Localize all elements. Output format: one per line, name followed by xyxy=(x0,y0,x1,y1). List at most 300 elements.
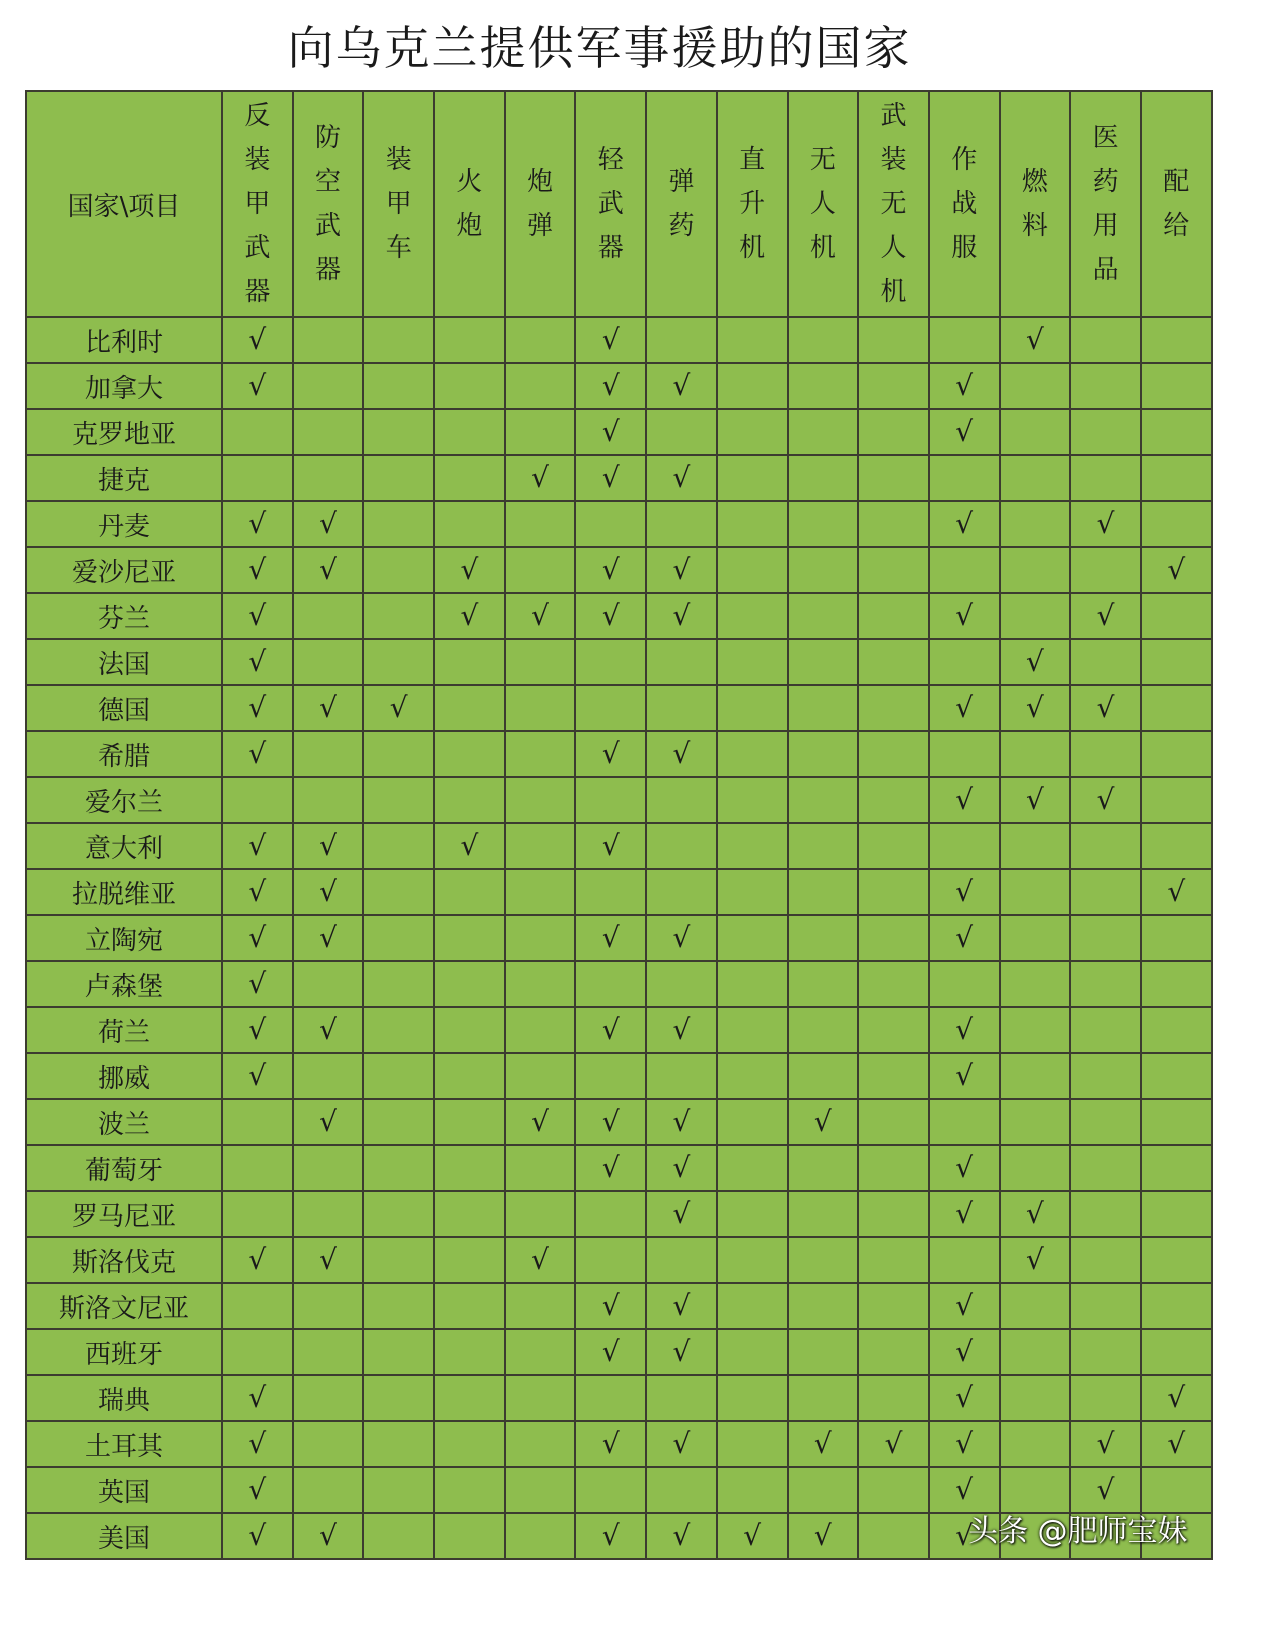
item-cell xyxy=(858,363,929,409)
item-cell xyxy=(1000,731,1071,777)
item-cell xyxy=(575,777,646,823)
item-cell xyxy=(222,1191,293,1237)
item-cell xyxy=(858,961,929,1007)
column-header-label: 装甲车 xyxy=(385,145,412,263)
table-row xyxy=(26,1191,1212,1237)
item-cell xyxy=(717,409,788,455)
item-cell xyxy=(505,915,576,961)
item-cell xyxy=(293,731,364,777)
item-cell xyxy=(363,1145,434,1191)
item-cell xyxy=(858,823,929,869)
item-cell xyxy=(717,731,788,777)
check-mark: √ xyxy=(601,369,620,402)
country-cell: 瑞典 xyxy=(26,1375,222,1421)
item-cell xyxy=(1000,1421,1071,1467)
item-cell xyxy=(1070,869,1141,915)
check-mark: √ xyxy=(601,1151,620,1184)
table-row xyxy=(26,1375,1212,1421)
item-cell xyxy=(929,1145,1000,1191)
item-cell xyxy=(858,777,929,823)
column-header xyxy=(858,91,929,317)
item-cell xyxy=(1141,1099,1212,1145)
check-mark: √ xyxy=(248,1473,267,1506)
check-mark: √ xyxy=(955,691,974,724)
item-cell xyxy=(1000,823,1071,869)
item-cell xyxy=(575,593,646,639)
item-cell xyxy=(575,363,646,409)
item-cell xyxy=(293,501,364,547)
check-mark: √ xyxy=(1167,1427,1186,1460)
item-cell xyxy=(293,1375,364,1421)
table-row xyxy=(26,1145,1212,1191)
item-cell xyxy=(222,409,293,455)
item-cell xyxy=(1141,1237,1212,1283)
check-mark: √ xyxy=(601,415,620,448)
item-cell xyxy=(788,915,859,961)
item-cell xyxy=(646,455,717,501)
item-cell xyxy=(434,777,505,823)
item-cell xyxy=(222,1375,293,1421)
item-cell xyxy=(1141,1283,1212,1329)
item-cell xyxy=(646,1007,717,1053)
item-cell xyxy=(575,869,646,915)
item-cell xyxy=(363,777,434,823)
check-mark: √ xyxy=(672,599,691,632)
item-cell xyxy=(1070,1007,1141,1053)
column-header-label: 防空武器 xyxy=(315,123,342,285)
country-cell: 英国 xyxy=(26,1467,222,1513)
item-cell xyxy=(505,363,576,409)
item-cell xyxy=(1070,501,1141,547)
item-cell xyxy=(1000,1283,1071,1329)
item-cell xyxy=(293,961,364,1007)
item-cell xyxy=(575,639,646,685)
item-cell xyxy=(1070,777,1141,823)
item-cell xyxy=(575,1007,646,1053)
table-row xyxy=(26,961,1212,1007)
item-cell xyxy=(788,961,859,1007)
item-cell xyxy=(222,823,293,869)
item-cell xyxy=(363,1513,434,1559)
table-row xyxy=(26,823,1212,869)
check-mark: √ xyxy=(319,507,337,540)
item-cell xyxy=(1000,317,1071,363)
check-mark: √ xyxy=(389,691,408,724)
column-header xyxy=(222,91,293,317)
item-cell xyxy=(293,1421,364,1467)
item-cell xyxy=(1070,915,1141,961)
item-cell xyxy=(575,1191,646,1237)
table-row xyxy=(26,915,1212,961)
item-cell xyxy=(222,1283,293,1329)
item-cell xyxy=(505,1191,576,1237)
item-cell xyxy=(575,1053,646,1099)
check-mark: √ xyxy=(813,1519,832,1552)
item-cell xyxy=(646,1513,717,1559)
check-mark: √ xyxy=(248,599,267,632)
item-cell xyxy=(858,1099,929,1145)
check-mark: √ xyxy=(319,829,337,862)
item-cell xyxy=(434,1329,505,1375)
item-cell xyxy=(1070,593,1141,639)
item-cell xyxy=(293,869,364,915)
item-cell xyxy=(293,1283,364,1329)
check-mark: √ xyxy=(1167,875,1186,908)
item-cell xyxy=(293,915,364,961)
check-mark: √ xyxy=(601,1427,620,1460)
item-cell xyxy=(1070,455,1141,501)
check-mark: √ xyxy=(319,1519,337,1552)
check-mark: √ xyxy=(248,323,267,356)
country-cell: 丹麦 xyxy=(26,501,222,547)
item-cell xyxy=(646,409,717,455)
check-mark: √ xyxy=(319,691,337,724)
check-mark: √ xyxy=(248,645,267,678)
item-cell xyxy=(646,639,717,685)
item-cell xyxy=(929,363,1000,409)
item-cell xyxy=(1141,639,1212,685)
item-cell xyxy=(929,409,1000,455)
aid-table xyxy=(25,90,1213,1560)
item-cell xyxy=(929,1375,1000,1421)
item-cell xyxy=(222,1513,293,1559)
item-cell xyxy=(1000,1237,1071,1283)
item-cell xyxy=(1141,547,1212,593)
check-mark: √ xyxy=(672,553,691,586)
check-mark: √ xyxy=(319,553,337,586)
item-cell xyxy=(293,363,364,409)
country-cell: 德国 xyxy=(26,685,222,731)
country-cell: 爱沙尼亚 xyxy=(26,547,222,593)
item-cell xyxy=(1070,1375,1141,1421)
check-mark: √ xyxy=(672,1013,691,1046)
item-cell xyxy=(1141,823,1212,869)
item-cell xyxy=(1000,961,1071,1007)
check-mark: √ xyxy=(1025,691,1044,724)
column-header xyxy=(717,91,788,317)
column-header-label: 作战服 xyxy=(951,145,978,263)
item-cell xyxy=(293,777,364,823)
item-cell xyxy=(858,869,929,915)
check-mark: √ xyxy=(955,415,974,448)
item-cell xyxy=(646,731,717,777)
country-cell: 克罗地亚 xyxy=(26,409,222,455)
check-mark: √ xyxy=(601,737,620,770)
check-mark: √ xyxy=(601,599,620,632)
item-cell xyxy=(505,1283,576,1329)
item-cell xyxy=(1070,823,1141,869)
check-mark: √ xyxy=(955,921,974,954)
column-header xyxy=(788,91,859,317)
item-cell xyxy=(1141,731,1212,777)
item-cell xyxy=(788,1421,859,1467)
item-cell xyxy=(788,363,859,409)
check-mark: √ xyxy=(955,1151,974,1184)
item-cell xyxy=(293,1513,364,1559)
item-cell xyxy=(505,1099,576,1145)
country-cell: 立陶宛 xyxy=(26,915,222,961)
check-mark: √ xyxy=(955,507,974,540)
check-mark: √ xyxy=(672,1289,691,1322)
item-cell xyxy=(222,685,293,731)
item-cell xyxy=(929,685,1000,731)
item-cell xyxy=(575,1375,646,1421)
item-cell xyxy=(717,1467,788,1513)
check-mark: √ xyxy=(1025,323,1044,356)
item-cell xyxy=(505,1329,576,1375)
item-cell xyxy=(1070,363,1141,409)
check-mark: √ xyxy=(672,1105,691,1138)
country-cell: 卢森堡 xyxy=(26,961,222,1007)
item-cell xyxy=(293,1191,364,1237)
table-row xyxy=(26,639,1212,685)
item-cell xyxy=(929,1053,1000,1099)
item-cell xyxy=(363,593,434,639)
item-cell xyxy=(1141,1329,1212,1375)
item-cell xyxy=(717,317,788,363)
check-mark: √ xyxy=(1096,691,1115,724)
check-mark: √ xyxy=(672,1197,691,1230)
item-cell xyxy=(434,823,505,869)
item-cell xyxy=(293,1053,364,1099)
item-cell xyxy=(1070,731,1141,777)
check-mark: √ xyxy=(601,461,620,494)
item-cell xyxy=(575,317,646,363)
column-header-label: 弹药 xyxy=(668,167,695,241)
item-cell xyxy=(575,961,646,1007)
country-cell: 西班牙 xyxy=(26,1329,222,1375)
item-cell xyxy=(363,823,434,869)
item-cell xyxy=(222,593,293,639)
column-header xyxy=(1000,91,1071,317)
country-cell: 比利时 xyxy=(26,317,222,363)
item-cell xyxy=(222,1329,293,1375)
item-cell xyxy=(646,1191,717,1237)
check-mark: √ xyxy=(1096,507,1115,540)
item-cell xyxy=(1141,1375,1212,1421)
item-cell xyxy=(434,639,505,685)
item-cell xyxy=(1141,501,1212,547)
item-cell xyxy=(363,317,434,363)
item-cell xyxy=(575,1099,646,1145)
item-cell xyxy=(1141,961,1212,1007)
item-cell xyxy=(1141,869,1212,915)
check-mark: √ xyxy=(248,875,267,908)
table-row xyxy=(26,501,1212,547)
item-cell xyxy=(575,915,646,961)
item-cell xyxy=(293,1237,364,1283)
table-row xyxy=(26,1237,1212,1283)
check-mark: √ xyxy=(460,829,479,862)
item-cell xyxy=(222,961,293,1007)
item-cell xyxy=(858,455,929,501)
item-cell xyxy=(1141,1145,1212,1191)
item-cell xyxy=(1070,1283,1141,1329)
item-cell xyxy=(858,501,929,547)
item-cell xyxy=(1000,777,1071,823)
item-cell xyxy=(788,1283,859,1329)
column-header-label: 反装甲武器 xyxy=(244,101,271,307)
item-cell xyxy=(505,593,576,639)
item-cell xyxy=(505,1053,576,1099)
item-cell xyxy=(858,1145,929,1191)
item-cell xyxy=(1141,1421,1212,1467)
item-cell xyxy=(434,915,505,961)
table-row xyxy=(26,317,1212,363)
item-cell xyxy=(575,501,646,547)
check-mark: √ xyxy=(248,1519,267,1552)
item-cell xyxy=(363,1099,434,1145)
item-cell xyxy=(1070,685,1141,731)
column-header xyxy=(929,91,1000,317)
check-mark: √ xyxy=(1025,783,1044,816)
column-header-label: 武装无人机 xyxy=(880,101,907,307)
check-mark: √ xyxy=(319,1013,337,1046)
item-cell xyxy=(646,1283,717,1329)
item-cell xyxy=(222,1421,293,1467)
check-mark: √ xyxy=(601,1013,620,1046)
item-cell xyxy=(1000,1007,1071,1053)
check-mark: √ xyxy=(955,1013,974,1046)
item-cell xyxy=(434,363,505,409)
item-cell xyxy=(363,1329,434,1375)
item-cell xyxy=(929,1191,1000,1237)
check-mark: √ xyxy=(319,875,337,908)
check-mark: √ xyxy=(248,1013,267,1046)
check-mark: √ xyxy=(460,599,479,632)
item-cell xyxy=(1070,409,1141,455)
item-cell xyxy=(293,455,364,501)
check-mark: √ xyxy=(319,1243,337,1276)
item-cell xyxy=(858,1191,929,1237)
item-cell xyxy=(575,1237,646,1283)
item-cell xyxy=(788,1329,859,1375)
item-cell xyxy=(505,1467,576,1513)
page-title: 向乌克兰提供军事援助的国家 xyxy=(287,21,912,75)
watermark: 头条 @肥师宝妹 xyxy=(968,1514,1188,1549)
check-mark: √ xyxy=(248,1427,267,1460)
table-row xyxy=(26,1007,1212,1053)
item-cell xyxy=(646,1375,717,1421)
item-cell xyxy=(363,409,434,455)
check-mark: √ xyxy=(531,461,550,494)
item-cell xyxy=(1000,363,1071,409)
item-cell xyxy=(858,547,929,593)
table-row xyxy=(26,731,1212,777)
item-cell xyxy=(717,1283,788,1329)
table-row xyxy=(26,1421,1212,1467)
item-cell xyxy=(929,639,1000,685)
item-cell xyxy=(434,1191,505,1237)
item-cell xyxy=(1000,547,1071,593)
item-cell xyxy=(1141,409,1212,455)
item-cell xyxy=(646,547,717,593)
country-cell: 美国 xyxy=(26,1513,222,1559)
item-cell xyxy=(1000,1145,1071,1191)
item-cell xyxy=(858,685,929,731)
item-cell xyxy=(363,1421,434,1467)
country-cell: 拉脱维亚 xyxy=(26,869,222,915)
country-cell: 芬兰 xyxy=(26,593,222,639)
item-cell xyxy=(575,547,646,593)
check-mark: √ xyxy=(1096,1473,1115,1506)
item-cell xyxy=(363,915,434,961)
item-cell xyxy=(575,1145,646,1191)
item-cell xyxy=(434,731,505,777)
check-mark: √ xyxy=(531,1243,550,1276)
check-mark: √ xyxy=(955,1381,974,1414)
item-cell xyxy=(434,1007,505,1053)
item-cell xyxy=(646,1237,717,1283)
item-cell xyxy=(222,731,293,777)
item-cell xyxy=(434,1421,505,1467)
check-mark: √ xyxy=(319,1105,337,1138)
item-cell xyxy=(1070,639,1141,685)
country-cell: 荷兰 xyxy=(26,1007,222,1053)
check-mark: √ xyxy=(248,737,267,770)
item-cell xyxy=(788,1145,859,1191)
check-mark: √ xyxy=(955,1289,974,1322)
check-mark: √ xyxy=(955,783,974,816)
table-row xyxy=(26,547,1212,593)
check-mark: √ xyxy=(601,323,620,356)
item-cell xyxy=(717,547,788,593)
item-cell xyxy=(293,1099,364,1145)
item-cell xyxy=(575,685,646,731)
item-cell xyxy=(1000,593,1071,639)
item-cell xyxy=(434,869,505,915)
item-cell xyxy=(929,317,1000,363)
item-cell xyxy=(505,823,576,869)
item-cell xyxy=(575,455,646,501)
country-cell: 加拿大 xyxy=(26,363,222,409)
check-mark: √ xyxy=(1025,1197,1044,1230)
item-cell xyxy=(858,1513,929,1559)
item-cell xyxy=(222,547,293,593)
item-cell xyxy=(788,731,859,777)
column-header-label: 医药用品 xyxy=(1092,123,1119,285)
item-cell xyxy=(1000,915,1071,961)
check-mark: √ xyxy=(955,599,974,632)
item-cell xyxy=(363,455,434,501)
item-cell xyxy=(1000,685,1071,731)
item-cell xyxy=(788,1513,859,1559)
check-mark: √ xyxy=(1167,553,1186,586)
check-mark: √ xyxy=(248,967,267,1000)
item-cell xyxy=(505,685,576,731)
check-mark: √ xyxy=(1096,1427,1115,1460)
item-cell xyxy=(363,363,434,409)
item-cell xyxy=(434,409,505,455)
item-cell xyxy=(434,1099,505,1145)
column-header xyxy=(434,91,505,317)
item-cell xyxy=(222,317,293,363)
item-cell xyxy=(222,1467,293,1513)
item-cell xyxy=(646,1145,717,1191)
item-cell xyxy=(717,363,788,409)
item-cell xyxy=(929,455,1000,501)
item-cell xyxy=(575,823,646,869)
table-row xyxy=(26,593,1212,639)
item-cell xyxy=(646,501,717,547)
table-row xyxy=(26,1053,1212,1099)
item-cell xyxy=(717,1513,788,1559)
item-cell xyxy=(717,1099,788,1145)
item-cell xyxy=(505,317,576,363)
item-cell xyxy=(788,823,859,869)
item-cell xyxy=(505,777,576,823)
item-cell xyxy=(505,639,576,685)
